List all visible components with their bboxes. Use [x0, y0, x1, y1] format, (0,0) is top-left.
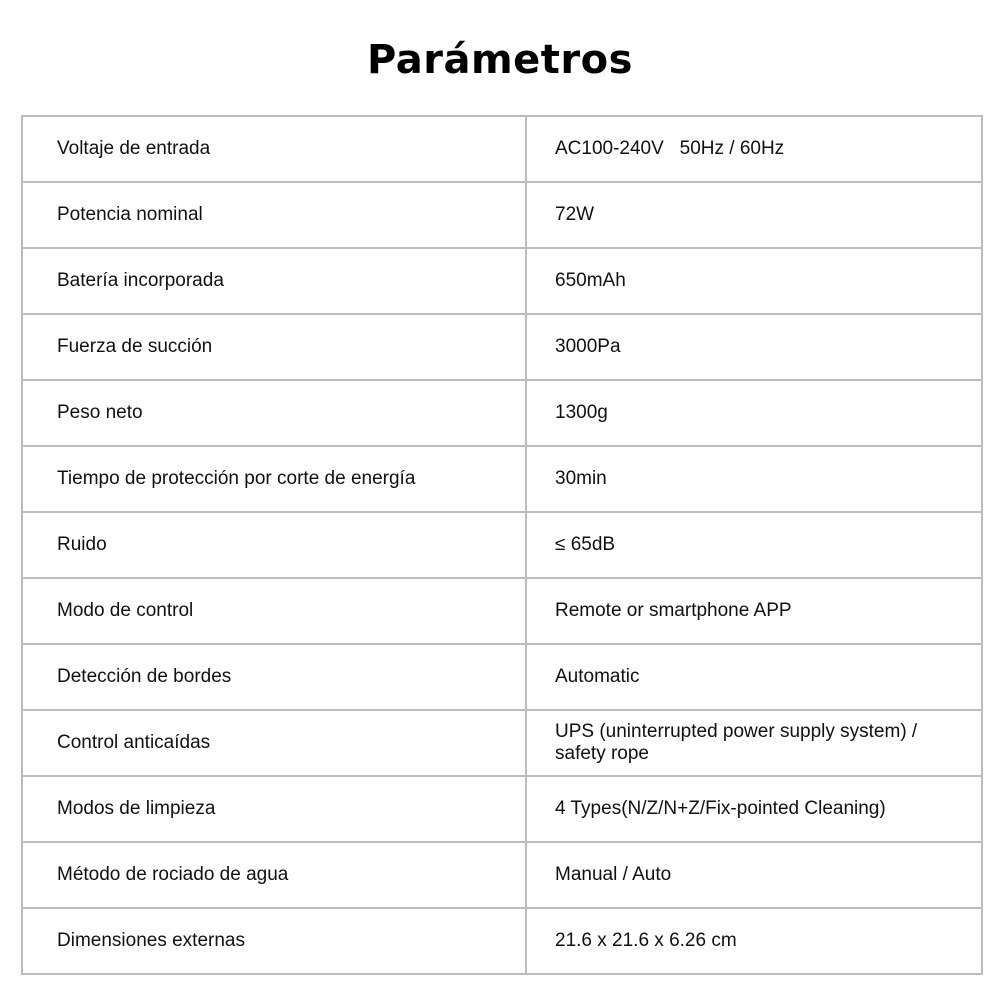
table-row: [22, 182, 982, 248]
parameter-value-cell: [526, 248, 982, 314]
parameter-value: 30min: [555, 468, 607, 489]
table-row: [22, 512, 982, 578]
parameter-value-cell: [526, 644, 982, 710]
parameter-label: Batería incorporada: [57, 270, 224, 291]
parameter-value: AC100-240V 50Hz / 60Hz: [555, 138, 785, 159]
parameter-label-cell: [22, 116, 526, 182]
parameter-value-cell: [526, 908, 982, 974]
parameter-value-cell: [526, 116, 982, 182]
parameter-label-cell: [22, 248, 526, 314]
parameter-value-cell: [526, 380, 982, 446]
parameter-value-cell: [526, 314, 982, 380]
parameter-label-cell: [22, 776, 526, 842]
parameters-table: [21, 115, 983, 975]
parameter-label-cell: [22, 578, 526, 644]
parameter-label: Modo de control: [57, 600, 194, 621]
parameter-label-cell: [22, 644, 526, 710]
parameter-label-cell: [22, 908, 526, 974]
table-row: [22, 380, 982, 446]
parameter-value-cell: [526, 182, 982, 248]
parameter-value-cell: [526, 842, 982, 908]
table-row: [22, 710, 982, 776]
parameter-label-cell: [22, 512, 526, 578]
table-row: [22, 842, 982, 908]
page-title: Parámetros: [367, 37, 633, 83]
table-row: [22, 908, 982, 974]
parameter-label: Detección de bordes: [57, 666, 232, 687]
parameter-label-cell: [22, 314, 526, 380]
parameter-label: Potencia nominal: [57, 204, 203, 225]
parameters-table-body: [22, 116, 982, 974]
parameter-label-cell: [22, 710, 526, 776]
table-row: [22, 644, 982, 710]
parameter-value: 21.6 x 21.6 x 6.26 cm: [555, 930, 737, 951]
parameter-label: Fuerza de succión: [57, 336, 213, 357]
parameter-value: Automatic: [555, 666, 640, 687]
table-row: [22, 446, 982, 512]
parameter-value-cell: [526, 446, 982, 512]
parameter-label-cell: [22, 446, 526, 512]
parameter-value-cell: [526, 776, 982, 842]
parameter-label: Método de rociado de agua: [57, 864, 289, 885]
parameter-value-cell: [526, 710, 982, 776]
parameter-label: Voltaje de entrada: [57, 138, 211, 159]
parameter-label: Tiempo de protección por corte de energía: [57, 468, 416, 489]
parameter-label-cell: [22, 380, 526, 446]
parameter-label: Control anticaídas: [57, 732, 211, 753]
table-row: [22, 116, 982, 182]
parameter-value: 650mAh: [555, 270, 626, 291]
parameter-value: Manual / Auto: [555, 864, 672, 885]
parameter-value-cell: [526, 578, 982, 644]
parameter-label-cell: [22, 842, 526, 908]
parameter-value: 4 Types(N/Z/N+Z/Fix-pointed Cleaning): [555, 798, 886, 819]
parameter-label: Dimensiones externas: [57, 930, 245, 951]
table-row: [22, 248, 982, 314]
table-row: [22, 578, 982, 644]
parameter-value: 1300g: [555, 402, 608, 423]
parameter-label: Ruido: [57, 534, 107, 555]
parameter-value: Remote or smartphone APP: [555, 600, 792, 621]
parameter-value: ≤ 65dB: [555, 534, 616, 555]
table-row: [22, 314, 982, 380]
parameter-label-cell: [22, 182, 526, 248]
parameter-value: 72W: [555, 204, 595, 225]
parameter-label: Modos de limpieza: [57, 798, 216, 819]
parameter-label: Peso neto: [57, 402, 143, 423]
parameter-value: 3000Pa: [555, 336, 621, 357]
table-row: [22, 776, 982, 842]
parameter-value-cell: [526, 512, 982, 578]
parameter-value: UPS (uninterrupted power supply system) / safety rope: [555, 721, 923, 764]
